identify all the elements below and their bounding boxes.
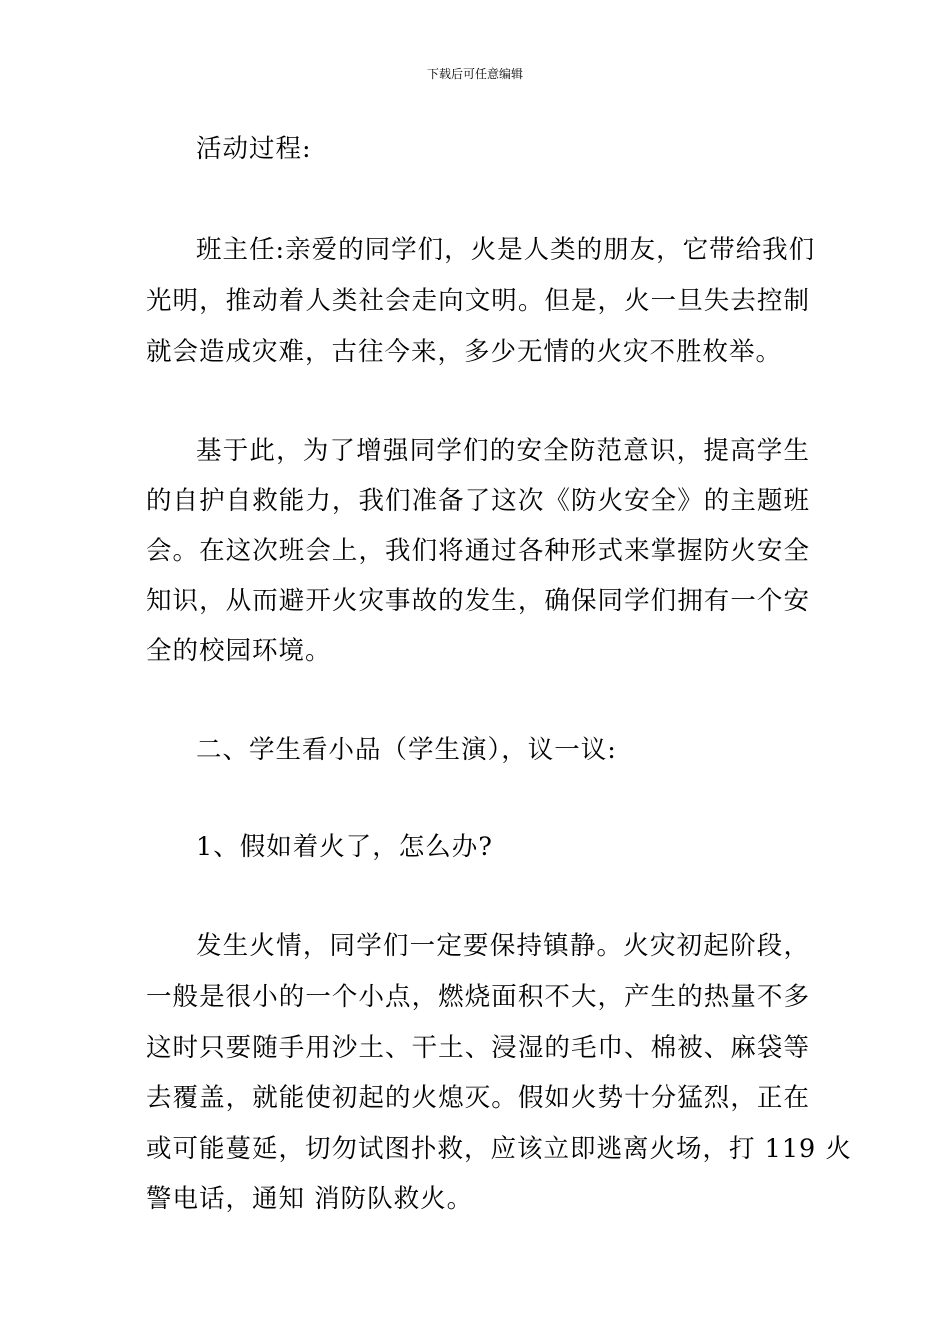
question-heading-fire: 1、假如着火了，怎么办? [196, 832, 493, 862]
paragraph-line: 基于此，为了增强同学们的安全防范意识，提高学生 [196, 436, 810, 466]
paragraph-line: 或可能蔓延，切勿试图扑救，应该立即逃离火场，打 119 火 [146, 1134, 852, 1164]
paragraph-line: 光明，推动着人类社会走向文明。但是，火一旦失去控制 [146, 286, 810, 316]
paragraph-line: 班主任:亲爱的同学们，火是人类的朋友，它带给我们 [196, 235, 816, 265]
paragraph-line: 会。在这次班会上，我们将通过各种形式来掌握防火安全 [146, 536, 810, 566]
paragraph-line: 就会造成灾难，古往今来，多少无情的火灾不胜枚举。 [146, 337, 783, 367]
paragraph-line: 知识，从而避开火灾事故的发生，确保同学们拥有一个安 [146, 586, 810, 616]
paragraph-line: 这时只要随手用沙土、干土、浸湿的毛巾、棉被、麻袋等 [146, 1033, 810, 1063]
paragraph-line: 全的校园环境。 [146, 636, 332, 666]
section-heading-skit: 二、学生看小品（学生演），议一议: [196, 735, 617, 765]
paragraph-line: 警电话，通知 消防队救火。 [146, 1184, 474, 1214]
page-header-note: 下载后可任意编辑 [426, 67, 523, 81]
paragraph-line: 去覆盖，就能使初起的火熄灭。假如火势十分猛烈，正在 [146, 1083, 810, 1113]
paragraph-line: 的自护自救能力，我们准备了这次《防火安全》的主题班 [146, 486, 810, 516]
paragraph-line: 一般是很小的一个小点，燃烧面积不大，产生的热量不多 [146, 982, 810, 1012]
paragraph-line: 发生火情，同学们一定要保持镇静。火灾初起阶段， [196, 931, 810, 961]
heading-activity-process: 活动过程: [196, 134, 312, 164]
